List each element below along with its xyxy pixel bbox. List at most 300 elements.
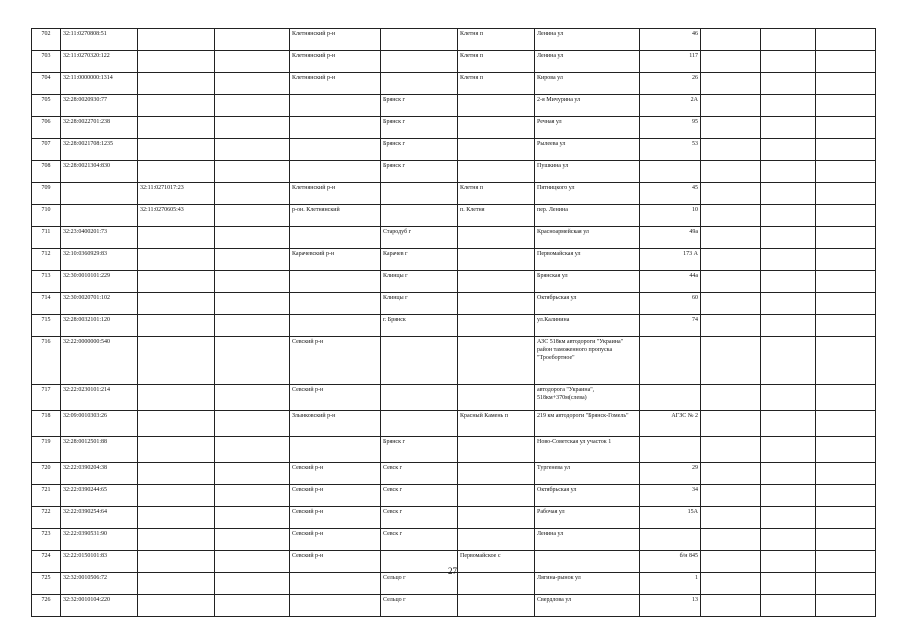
table-cell: 45 [640, 183, 701, 205]
table-row [32, 139, 876, 161]
table-cell [215, 411, 290, 437]
table-row [32, 437, 876, 463]
table-cell [761, 95, 816, 117]
table-cell [816, 337, 876, 385]
table-row [32, 271, 876, 293]
table-row [32, 205, 876, 227]
table-cell: Ленина ул [535, 51, 640, 73]
row-number-cell: 710 [32, 205, 61, 227]
table-cell: Кирова ул [535, 73, 640, 95]
table-cell [816, 227, 876, 249]
table-cell [761, 337, 816, 385]
table-cell [816, 183, 876, 205]
table-cell: п. Клетня [458, 205, 535, 227]
table-cell: Пушкина ул [535, 161, 640, 183]
table-row [32, 315, 876, 337]
table-cell: Брянск г [381, 139, 458, 161]
table-cell [761, 161, 816, 183]
table-cell [701, 293, 761, 315]
table-cell: 60 [640, 293, 701, 315]
table-cell [458, 271, 535, 293]
table-cell [701, 337, 761, 385]
table-cell [761, 411, 816, 437]
row-number-cell: 716 [32, 337, 61, 385]
table-row [32, 463, 876, 485]
table-row [32, 249, 876, 271]
table-cell [816, 529, 876, 551]
table-cell: 2-я Мичурина ул [535, 95, 640, 117]
table-cell: Клетня п [458, 73, 535, 95]
table-cell [138, 161, 215, 183]
table-cell [290, 437, 381, 463]
table-cell [138, 485, 215, 507]
table-cell [381, 337, 458, 385]
table-cell: Севский р-н [290, 529, 381, 551]
table-cell [458, 315, 535, 337]
table-cell [816, 51, 876, 73]
table-cell: 74 [640, 315, 701, 337]
table-cell: Тургенева ул [535, 463, 640, 485]
table-cell: Севский р-н [290, 463, 381, 485]
table-cell [761, 271, 816, 293]
table-cell [215, 205, 290, 227]
table-cell [701, 385, 761, 411]
table-cell [138, 227, 215, 249]
table-cell [458, 95, 535, 117]
table-cell: Первомайская ул [535, 249, 640, 271]
table-cell [138, 437, 215, 463]
table-cell: Севский р-н [290, 551, 381, 573]
table-cell [138, 73, 215, 95]
table-cell: 32:22:0390531:90 [61, 529, 138, 551]
table-cell [215, 95, 290, 117]
table-cell: 32:22:0150101:83 [61, 551, 138, 573]
table-cell: Ленина ул [535, 29, 640, 51]
table-cell [640, 529, 701, 551]
table-cell [215, 227, 290, 249]
table-cell: Севск г [381, 463, 458, 485]
table-cell [138, 95, 215, 117]
table-row [32, 95, 876, 117]
row-number-cell: 724 [32, 551, 61, 573]
table-cell: 29 [640, 463, 701, 485]
table-cell: 32:22:0390254:64 [61, 507, 138, 529]
table-cell: пер. Ленина [535, 205, 640, 227]
table-cell [761, 595, 816, 617]
table-cell: Пятницкого ул [535, 183, 640, 205]
table-cell: 32:30:0020701:102 [61, 293, 138, 315]
row-number-cell: 705 [32, 95, 61, 117]
row-number-cell: 706 [32, 117, 61, 139]
table-cell: 32:22:0230101:214 [61, 385, 138, 411]
table-cell [701, 117, 761, 139]
table-cell: 49а [640, 227, 701, 249]
table-cell: б/н 845 [640, 551, 701, 573]
table-cell [138, 463, 215, 485]
table-cell [290, 95, 381, 117]
table-cell: Сельцо г [381, 573, 458, 595]
table-cell [816, 161, 876, 183]
table-cell [458, 337, 535, 385]
row-number-cell: 708 [32, 161, 61, 183]
table-cell [701, 437, 761, 463]
row-number-cell: 720 [32, 463, 61, 485]
table-cell: Брянск г [381, 437, 458, 463]
table-cell: Клетнянский р-н [290, 73, 381, 95]
table-cell: 26 [640, 73, 701, 95]
table-cell [290, 117, 381, 139]
table-row [32, 293, 876, 315]
table-cell: 32:22:0000000:540 [61, 337, 138, 385]
table-cell: 34 [640, 485, 701, 507]
table-cell [290, 595, 381, 617]
table-cell [816, 385, 876, 411]
table-cell [701, 485, 761, 507]
table-cell: Красный Камень п [458, 411, 535, 437]
row-number-cell: 718 [32, 411, 61, 437]
row-number-cell: 714 [32, 293, 61, 315]
table-body [32, 29, 876, 617]
table-row [32, 385, 876, 411]
table-cell: Клетня п [458, 29, 535, 51]
table-cell [138, 595, 215, 617]
table-cell: Севский р-н [290, 485, 381, 507]
table-cell: Октябрьская ул [535, 293, 640, 315]
table-cell [701, 95, 761, 117]
row-number-cell: 703 [32, 51, 61, 73]
table-cell: Клетнянский р-н [290, 29, 381, 51]
table-cell [138, 529, 215, 551]
table-cell [215, 161, 290, 183]
table-cell [640, 385, 701, 411]
table-cell: 32:10:0360929:83 [61, 249, 138, 271]
table-cell [701, 315, 761, 337]
table-cell: 32:11:0270320:122 [61, 51, 138, 73]
table-cell: 13 [640, 595, 701, 617]
row-number-cell: 719 [32, 437, 61, 463]
table-cell: Брянск г [381, 161, 458, 183]
table-cell [381, 29, 458, 51]
table-cell: Брянск г [381, 117, 458, 139]
table-row [32, 337, 876, 385]
table-cell: АЗС 518км автодороги "Украина" район таможенного пропуска "Троебортное" [535, 337, 640, 385]
table-cell: 32:11:0271017:23 [138, 183, 215, 205]
table-cell [701, 249, 761, 271]
table-row [32, 595, 876, 617]
table-cell [761, 385, 816, 411]
row-number-cell: 717 [32, 385, 61, 411]
table-cell: Рабочая ул [535, 507, 640, 529]
table-cell [61, 205, 138, 227]
table-cell [458, 139, 535, 161]
table-row [32, 411, 876, 437]
row-number-cell: 707 [32, 139, 61, 161]
row-number-cell: 722 [32, 507, 61, 529]
table-cell: 32:28:0021708:1235 [61, 139, 138, 161]
table-cell [761, 29, 816, 51]
table-cell: Стародуб г [381, 227, 458, 249]
table-cell [138, 337, 215, 385]
table-cell [138, 385, 215, 411]
table-cell [816, 595, 876, 617]
row-number-cell: 721 [32, 485, 61, 507]
row-number-cell: 713 [32, 271, 61, 293]
table-cell: 32:32:0010506:72 [61, 573, 138, 595]
table-cell [816, 463, 876, 485]
table-cell: Клетнянский р-н [290, 51, 381, 73]
table-cell: Клетня п [458, 51, 535, 73]
table-row [32, 161, 876, 183]
table-cell [215, 271, 290, 293]
table-cell: Сельцо г [381, 595, 458, 617]
table-cell: 44а [640, 271, 701, 293]
registry-table [31, 28, 876, 617]
table-row [32, 485, 876, 507]
table-cell [816, 95, 876, 117]
table-cell [138, 293, 215, 315]
table-cell [701, 139, 761, 161]
table-cell [290, 139, 381, 161]
table-cell [761, 205, 816, 227]
table-cell [816, 437, 876, 463]
table-cell [290, 227, 381, 249]
table-cell [458, 463, 535, 485]
table-cell [761, 249, 816, 271]
table-cell [816, 293, 876, 315]
table-cell [381, 51, 458, 73]
table-cell [458, 485, 535, 507]
table-cell [215, 117, 290, 139]
table-cell [701, 271, 761, 293]
table-cell: 32:28:0032101:120 [61, 315, 138, 337]
table-cell [138, 249, 215, 271]
table-cell [761, 507, 816, 529]
table-cell: Севск г [381, 529, 458, 551]
table-cell: 117 [640, 51, 701, 73]
row-number-cell: 726 [32, 595, 61, 617]
table-cell: 32:28:0012501:88 [61, 437, 138, 463]
table-cell: 10 [640, 205, 701, 227]
table-cell: Брянск г [381, 95, 458, 117]
table-cell [215, 293, 290, 315]
table-cell: Севск г [381, 485, 458, 507]
table-cell [761, 117, 816, 139]
table-cell [138, 507, 215, 529]
table-cell: 46 [640, 29, 701, 51]
table-cell: 32:22:0390244:65 [61, 485, 138, 507]
table-cell [816, 507, 876, 529]
row-number-cell: 712 [32, 249, 61, 271]
table-row [32, 117, 876, 139]
table-row [32, 51, 876, 73]
table-cell: 32:32:0010104:220 [61, 595, 138, 617]
table-row [32, 507, 876, 529]
table-cell: 32:28:0020930:77 [61, 95, 138, 117]
table-cell [215, 73, 290, 95]
table-cell [458, 385, 535, 411]
table-cell [458, 293, 535, 315]
table-cell: Свердлова ул [535, 595, 640, 617]
table-cell [138, 139, 215, 161]
table-cell: Клинцы г [381, 271, 458, 293]
table-cell [816, 315, 876, 337]
table-cell [458, 227, 535, 249]
table-cell [215, 183, 290, 205]
table-cell [761, 463, 816, 485]
page-number: 27 [448, 566, 457, 576]
table-cell: Ново-Советская ул участок 1 [535, 437, 640, 463]
table-cell [761, 183, 816, 205]
table-cell: ул.Калинина [535, 315, 640, 337]
row-number-cell: 715 [32, 315, 61, 337]
table-cell: 1 [640, 573, 701, 595]
table-cell [458, 529, 535, 551]
table-cell [761, 227, 816, 249]
table-cell [458, 437, 535, 463]
table-cell [701, 29, 761, 51]
table-cell: 32:28:0022701:238 [61, 117, 138, 139]
table-cell [215, 29, 290, 51]
table-cell [458, 249, 535, 271]
table-cell: Клинцы г [381, 293, 458, 315]
table-cell: Красноармейская ул [535, 227, 640, 249]
table-cell [458, 117, 535, 139]
table-cell [701, 411, 761, 437]
table-cell: г. Брянск [381, 315, 458, 337]
row-number-cell: 702 [32, 29, 61, 51]
table-cell [290, 271, 381, 293]
table-cell [290, 161, 381, 183]
table-cell: Первомайское с [458, 551, 535, 573]
table-cell [381, 385, 458, 411]
table-cell [816, 205, 876, 227]
table-cell: Севский р-н [290, 507, 381, 529]
table-cell [215, 139, 290, 161]
table-cell [701, 463, 761, 485]
table-cell [640, 437, 701, 463]
table-cell: Севский р-н [290, 337, 381, 385]
table-cell [761, 73, 816, 95]
table-cell: 95 [640, 117, 701, 139]
table-cell: Клетнянский р-н [290, 183, 381, 205]
table-row [32, 227, 876, 249]
table-cell [61, 183, 138, 205]
table-cell: Клетня п [458, 183, 535, 205]
table-cell [215, 437, 290, 463]
table-cell [816, 139, 876, 161]
row-number-cell: 709 [32, 183, 61, 205]
table-cell [138, 315, 215, 337]
table-cell [458, 161, 535, 183]
table-cell [701, 51, 761, 73]
table-cell: Ленина ул [535, 529, 640, 551]
table-cell [816, 271, 876, 293]
table-cell [215, 595, 290, 617]
table-row [32, 29, 876, 51]
table-cell [215, 337, 290, 385]
table-cell [138, 51, 215, 73]
row-number-cell: 723 [32, 529, 61, 551]
table-cell [761, 315, 816, 337]
row-number-cell: 725 [32, 573, 61, 595]
table-cell: 32:22:0390204:38 [61, 463, 138, 485]
row-number-cell: 711 [32, 227, 61, 249]
table-row [32, 529, 876, 551]
table-cell [458, 507, 535, 529]
table-row [32, 183, 876, 205]
table-cell [290, 293, 381, 315]
table-cell [215, 485, 290, 507]
table-cell [381, 73, 458, 95]
table-cell [761, 437, 816, 463]
table-cell: 32:23:0400201:73 [61, 227, 138, 249]
table-cell [640, 337, 701, 385]
table-cell: 32:09:0010303:26 [61, 411, 138, 437]
table-cell: Карачев г [381, 249, 458, 271]
table-cell: Речная ул [535, 117, 640, 139]
table-cell [215, 385, 290, 411]
table-cell: 53 [640, 139, 701, 161]
table-cell [138, 271, 215, 293]
table-cell [816, 117, 876, 139]
table-cell [290, 315, 381, 337]
table-cell [761, 51, 816, 73]
table-cell: 32:11:0000000:1314 [61, 73, 138, 95]
table-row [32, 73, 876, 95]
table-cell: АГЗС № 2 [640, 411, 701, 437]
table-cell [761, 529, 816, 551]
table-cell: р-он. Клетнянский [290, 205, 381, 227]
table-cell [761, 293, 816, 315]
table-cell [701, 73, 761, 95]
table-cell [816, 249, 876, 271]
table-cell [761, 139, 816, 161]
table-cell: автодорога "Украина", 518км+370м(слева) [535, 385, 640, 411]
table-cell [215, 315, 290, 337]
table-cell [138, 117, 215, 139]
table-cell [816, 29, 876, 51]
table-cell: 219 км автодороги "Брянск-Гомель" [535, 411, 640, 437]
table-cell [138, 29, 215, 51]
table-cell: 32:28:0021304:830 [61, 161, 138, 183]
table-cell [215, 507, 290, 529]
table-cell [701, 161, 761, 183]
table-cell: Севск г [381, 507, 458, 529]
table-cell [215, 51, 290, 73]
table-cell [701, 507, 761, 529]
table-cell [701, 183, 761, 205]
table-cell [381, 411, 458, 437]
table-cell [640, 161, 701, 183]
table-cell [761, 485, 816, 507]
table-cell: 2А [640, 95, 701, 117]
table-cell [215, 249, 290, 271]
table-cell: Октябрьская ул [535, 485, 640, 507]
table-cell: 32:30:0010101:229 [61, 271, 138, 293]
table-cell [701, 595, 761, 617]
table-cell: Брянская ул [535, 271, 640, 293]
table-cell [701, 205, 761, 227]
table-cell: Злынковский р-н [290, 411, 381, 437]
table-cell: Рылеева ул [535, 139, 640, 161]
table-cell [816, 485, 876, 507]
table-cell [381, 205, 458, 227]
table-cell: 173 А [640, 249, 701, 271]
table-cell [816, 411, 876, 437]
table-cell [381, 183, 458, 205]
table-cell: Лягина-рынок ул [535, 573, 640, 595]
table-cell [458, 595, 535, 617]
